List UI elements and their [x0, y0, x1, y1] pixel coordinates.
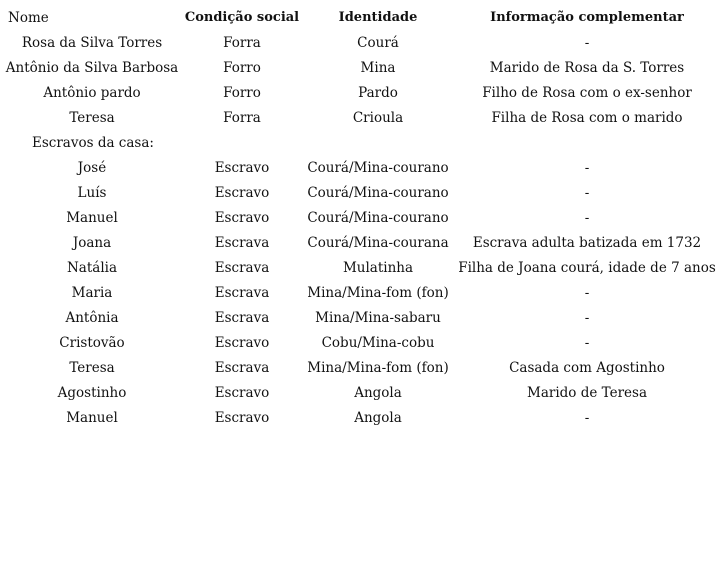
cell-informacao: - — [584, 34, 590, 51]
table-row — [0, 255, 718, 280]
cell-nome: Cristovão — [59, 334, 125, 351]
cell-condicao: Escrava — [214, 309, 270, 326]
cell-nome: José — [77, 159, 107, 176]
cell-condicao: Forra — [223, 109, 261, 126]
cell-informacao: - — [584, 284, 590, 301]
cell-nome: Rosa da Silva Torres — [21, 34, 163, 51]
table-row — [0, 280, 718, 305]
cell-informacao: - — [584, 184, 590, 201]
cell-informacao: - — [584, 409, 590, 426]
cell-identidade: Mina/Mina-sabaru — [315, 309, 441, 326]
header-informacao-complementar: Informação complementar — [490, 10, 684, 25]
cell-condicao: Escravo — [214, 334, 270, 351]
cell-identidade: Mina/Mina-fom (fon) — [307, 284, 449, 301]
cell-condicao: Escrava — [214, 234, 270, 251]
cell-informacao: Filho de Rosa com o ex-senhor — [482, 84, 692, 101]
cell-identidade: Mina — [360, 59, 396, 76]
cell-condicao: Escravo — [214, 209, 270, 226]
cell-identidade: Courá — [357, 34, 399, 51]
cell-nome: Joana — [72, 234, 112, 251]
cell-condicao: Forro — [223, 84, 261, 101]
cell-informacao: - — [584, 209, 590, 226]
cell-nome: Maria — [71, 284, 113, 301]
cell-identidade: Courá/Mina-courano — [307, 209, 449, 226]
cell-nome: Antônio da Silva Barbosa — [5, 59, 179, 76]
table-row — [0, 105, 718, 130]
table-row — [0, 180, 718, 205]
table-row — [0, 30, 718, 55]
table-row — [0, 230, 718, 255]
cell-informacao: Casada com Agostinho — [509, 359, 665, 376]
cell-nome: Agostinho — [57, 384, 127, 401]
cell-identidade: Mulatinha — [342, 259, 414, 276]
table-row — [0, 405, 718, 430]
table-row — [0, 155, 718, 180]
cell-nome: Manuel — [66, 409, 118, 426]
cell-identidade: Mina/Mina-fom (fon) — [307, 359, 449, 376]
cell-condicao: Escravo — [214, 159, 270, 176]
cell-condicao: Escrava — [214, 359, 270, 376]
cell-informacao: Marido de Teresa — [527, 384, 647, 401]
table-row — [0, 55, 718, 80]
cell-identidade: Crioula — [352, 109, 404, 126]
table-row — [0, 80, 718, 105]
table-row — [0, 205, 718, 230]
table-body — [0, 30, 718, 430]
cell-condicao: Escravo — [214, 409, 270, 426]
table-row — [0, 380, 718, 405]
cell-identidade: Courá/Mina-courano — [307, 184, 449, 201]
table-row — [0, 355, 718, 380]
section-label: Escravos da casa: — [32, 134, 154, 151]
table-header — [0, 5, 718, 30]
cell-condicao: Escrava — [214, 259, 270, 276]
household-table — [0, 5, 718, 430]
cell-identidade: Cobu/Mina-cobu — [321, 334, 435, 351]
cell-informacao: Escrava adulta batizada em 1732 — [472, 234, 702, 251]
cell-condicao: Escravo — [214, 384, 270, 401]
cell-informacao: Filha de Rosa com o marido — [491, 109, 683, 126]
cell-nome: Luís — [77, 184, 107, 201]
cell-nome: Manuel — [66, 209, 118, 226]
cell-nome: Antônia — [65, 309, 119, 326]
cell-informacao: Marido de Rosa da S. Torres — [489, 59, 685, 76]
header-nome: Nome — [8, 9, 49, 26]
cell-condicao: Escrava — [214, 284, 270, 301]
cell-identidade: Angola — [354, 384, 402, 401]
cell-condicao: Forro — [223, 59, 261, 76]
cell-informacao: Filha de Joana courá, idade de 7 anos — [458, 259, 716, 276]
section-row — [0, 130, 718, 155]
header-row — [0, 5, 718, 30]
header-identidade: Identidade — [338, 10, 418, 25]
cell-identidade: Courá/Mina-courano — [307, 159, 449, 176]
cell-nome: Teresa — [69, 109, 115, 126]
cell-condicao: Forra — [223, 34, 261, 51]
cell-nome: Natália — [66, 259, 118, 276]
cell-informacao: - — [584, 309, 590, 326]
header-condicao-social: Condição social — [184, 10, 300, 25]
cell-informacao: - — [584, 159, 590, 176]
cell-identidade: Courá/Mina-courana — [307, 234, 449, 251]
cell-condicao: Escravo — [214, 184, 270, 201]
table-row — [0, 330, 718, 355]
cell-identidade: Pardo — [358, 84, 398, 101]
cell-nome: Teresa — [69, 359, 115, 376]
cell-nome: Antônio pardo — [43, 84, 141, 101]
table-row — [0, 305, 718, 330]
cell-identidade: Angola — [354, 409, 402, 426]
cell-informacao: - — [584, 334, 590, 351]
